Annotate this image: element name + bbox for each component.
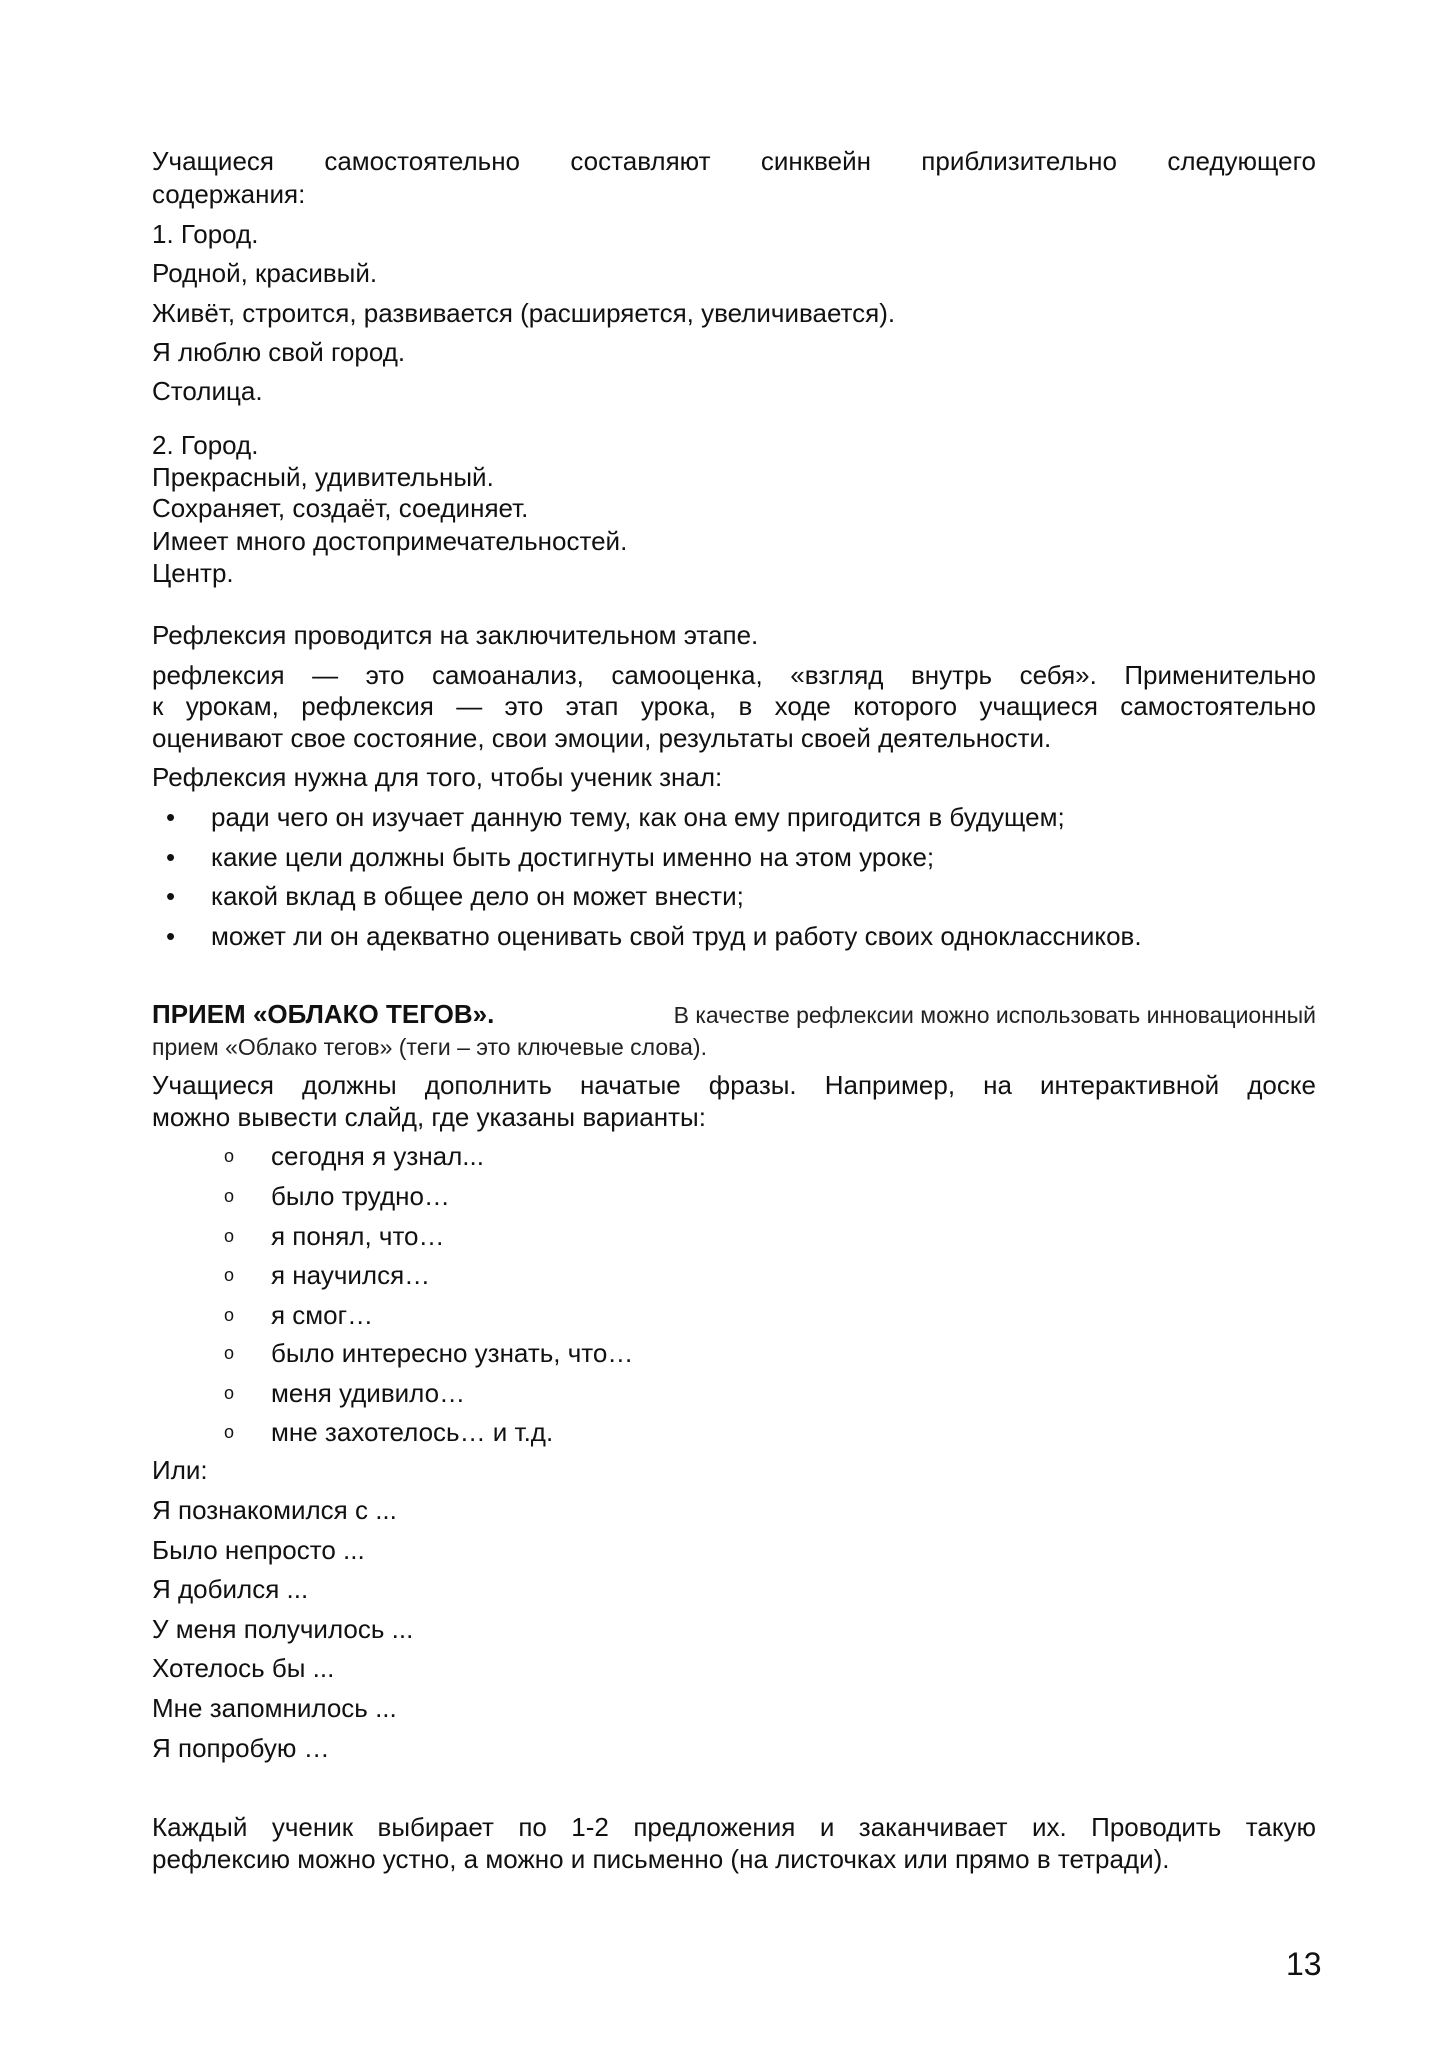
reflection-definition: рефлексия — это самоанализ, самооценка, «взгляд внутрь себя». Применительно: [152, 660, 1316, 690]
bullet-item: какие цели должны быть достигнуты именно на этом уроке;: [211, 842, 935, 872]
cinquain-2-line: Прекрасный, удивительный.: [152, 462, 494, 492]
option-item: сегодня я узнал...: [271, 1141, 484, 1171]
cinquain-1-line: Я люблю свой город.: [152, 337, 406, 367]
circle-bullet-icon: o: [224, 1305, 235, 1325]
option-item: меня удивило…: [271, 1378, 466, 1408]
bullet-item: ради чего он изучает данную тему, как она ему пригодится в будущем;: [211, 802, 1065, 832]
cinquain-1-line: Столица.: [152, 376, 263, 406]
intro-line: Учащиеся самостоятельно составляют синквейн приблизительно следующего: [152, 146, 1316, 176]
tag-cloud-intro: В качестве рефлексии можно использовать инновационный: [673, 1002, 1316, 1028]
cinquain-2-line: Центр.: [152, 558, 234, 588]
bullet-icon: •: [166, 802, 176, 832]
option-item: было интересно узнать, что…: [271, 1338, 634, 1368]
tag-cloud-task: Учащиеся должны дополнить начатые фразы. Например, на интерактивной доске: [152, 1070, 1316, 1100]
closing-paragraph: рефлексию можно устно, а можно и письменно (на листочках или прямо в тетради).: [152, 1844, 1170, 1874]
option-item: я смог…: [271, 1300, 374, 1330]
cinquain-1-line: Живёт, строится, развивается (расширяется, увеличивается).: [152, 298, 896, 328]
phrase-item: Я добился ...: [152, 1574, 309, 1604]
option-item: я научился…: [271, 1260, 431, 1290]
tag-cloud-heading-line: [152, 998, 1316, 1031]
reflection-need: Рефлексия нужна для того, чтобы ученик знал:: [152, 762, 723, 792]
tag-cloud-heading: ПРИЕМ «ОБЛАКО ТЕГОВ».: [152, 999, 495, 1029]
phrase-item: Было непросто ...: [152, 1535, 365, 1565]
cinquain-2-line: Сохраняет, создаёт, соединяет.: [152, 493, 529, 523]
tag-cloud-task: можно вывести слайд, где указаны варианты:: [152, 1102, 706, 1132]
reflection-stage: Рефлексия проводится на заключительном этапе.: [152, 620, 759, 650]
bullet-item: может ли он адекватно оценивать свой труд и работу своих одноклассников.: [211, 921, 1142, 951]
bullet-item: какой вклад в общее дело он может внести;: [211, 881, 744, 911]
bullet-icon: •: [166, 842, 176, 872]
phrase-item: Я познакомился с ...: [152, 1495, 397, 1525]
tag-cloud-intro: прием «Облако тегов» (теги – это ключевые слова).: [152, 1034, 707, 1060]
closing-paragraph: Каждый ученик выбирает по 1-2 предложения и заканчивает их. Проводить такую: [152, 1812, 1316, 1842]
cinquain-1-line: 1. Город.: [152, 219, 259, 249]
page-number: 13: [1286, 1946, 1322, 1982]
phrase-item: У меня получилось ...: [152, 1614, 414, 1644]
bullet-icon: •: [166, 921, 176, 951]
circle-bullet-icon: o: [224, 1226, 235, 1246]
phrase-item: Хотелось бы ...: [152, 1653, 335, 1683]
cinquain-1-line: Родной, красивый.: [152, 258, 378, 288]
bullet-icon: •: [166, 881, 176, 911]
circle-bullet-icon: o: [224, 1186, 235, 1206]
phrase-item: Мне запомнилось ...: [152, 1693, 397, 1723]
circle-bullet-icon: o: [224, 1383, 235, 1403]
circle-bullet-icon: o: [224, 1422, 235, 1442]
circle-bullet-icon: o: [224, 1265, 235, 1285]
or-label: Или:: [152, 1455, 208, 1485]
phrase-item: Я попробую …: [152, 1733, 330, 1763]
cinquain-2-line: Имеет много достопримечательностей.: [152, 526, 628, 556]
reflection-definition: оценивают свое состояние, свои эмоции, результаты своей деятельности.: [152, 723, 1052, 753]
cinquain-2-line: 2. Город.: [152, 430, 259, 460]
option-item: мне захотелось… и т.д.: [271, 1417, 554, 1447]
circle-bullet-icon: o: [224, 1343, 235, 1363]
circle-bullet-icon: o: [224, 1146, 235, 1166]
reflection-definition: к урокам, рефлексия — это этап урока, в ходе которого учащиеся самостоятельно: [152, 691, 1316, 721]
intro-line: содержания:: [152, 179, 306, 209]
option-item: было трудно…: [271, 1181, 450, 1211]
option-item: я понял, что…: [271, 1221, 445, 1251]
